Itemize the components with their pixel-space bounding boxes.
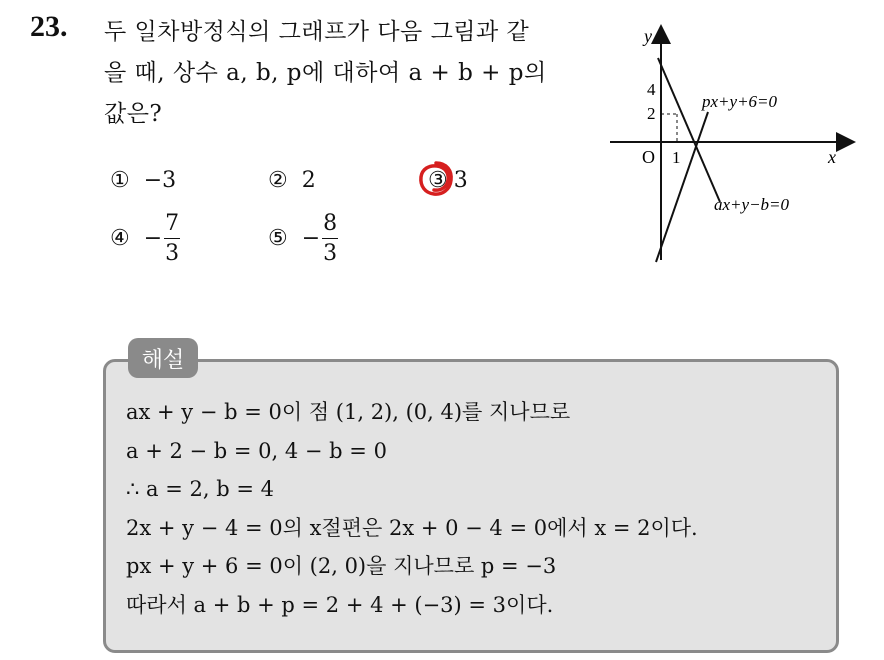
choice-3[interactable] <box>428 168 468 193</box>
line-a-label: ax+y−b=0 <box>714 195 790 214</box>
question-line-3: 값은? <box>104 101 163 127</box>
choice-5-number: ⑤ <box>268 226 288 252</box>
choice-4-number: ④ <box>110 226 130 252</box>
solution-line-1: ax + y − b = 0이 점 (1, 2), (0, 4)를 지나므로 <box>126 400 571 424</box>
choice-3-text: 3 <box>453 168 468 193</box>
answer-circle-mark <box>416 159 456 199</box>
line-a <box>658 58 720 202</box>
question-number: 23. <box>30 10 68 43</box>
solution-line-5: px + y + 6 = 0이 (2, 0)을 지나므로 p = −3 <box>126 554 557 578</box>
x-axis-label: x <box>828 147 836 167</box>
choice-1-number: ① <box>110 168 130 193</box>
question-text <box>104 12 604 135</box>
solution-line-3: ∴ a = 2, b = 4 <box>126 477 274 501</box>
choice-5[interactable] <box>268 212 338 265</box>
choice-4-sign: − <box>143 226 163 252</box>
choice-5-numerator: 8 <box>323 211 338 236</box>
solution-tag: 해설 <box>128 338 198 378</box>
line-p <box>656 112 708 262</box>
choice-2-number: ② <box>268 168 288 193</box>
choice-5-denominator: 3 <box>323 241 338 267</box>
choice-5-fraction <box>322 212 338 265</box>
choice-4-denominator: 3 <box>165 241 180 267</box>
solution-line-4: 2x + y − 4 = 0의 x절편은 2x + 0 − 4 = 0에서 x = 2이다. <box>126 515 698 540</box>
choice-3-number <box>428 168 448 193</box>
solution-line-6: 따라서 a + b + p = 2 + 4 + (−3) = 3이다. <box>126 592 554 617</box>
solution-text <box>126 393 698 624</box>
tick-label-y4: 4 <box>647 80 656 99</box>
y-axis-label: y <box>644 26 652 46</box>
fraction-bar <box>164 238 180 239</box>
question-line-1: 두 일차방정식의 그래프가 다음 그림과 같 <box>104 19 530 45</box>
coordinate-graph <box>600 20 860 270</box>
question-line-2: 을 때, 상수 a, b, p에 대하여 a + b + p의 <box>104 60 547 86</box>
fraction-bar <box>322 238 338 239</box>
tick-label-x1: 1 <box>672 148 681 167</box>
choice-4-fraction <box>164 212 180 265</box>
choice-1[interactable] <box>110 168 176 193</box>
choice-2[interactable] <box>268 168 316 193</box>
choice-2-text: 2 <box>301 168 316 193</box>
choice-4[interactable] <box>110 212 180 265</box>
origin-label: O <box>642 147 655 167</box>
choice-1-text: −3 <box>143 168 177 193</box>
line-p-label: px+y+6=0 <box>702 92 778 111</box>
solution-line-2: a + 2 − b = 0, 4 − b = 0 <box>126 438 387 463</box>
choice-3-number-text: ③ <box>428 168 448 193</box>
choice-5-sign: − <box>301 226 321 252</box>
tick-label-y2: 2 <box>647 104 656 123</box>
choice-4-numerator: 7 <box>165 211 180 236</box>
